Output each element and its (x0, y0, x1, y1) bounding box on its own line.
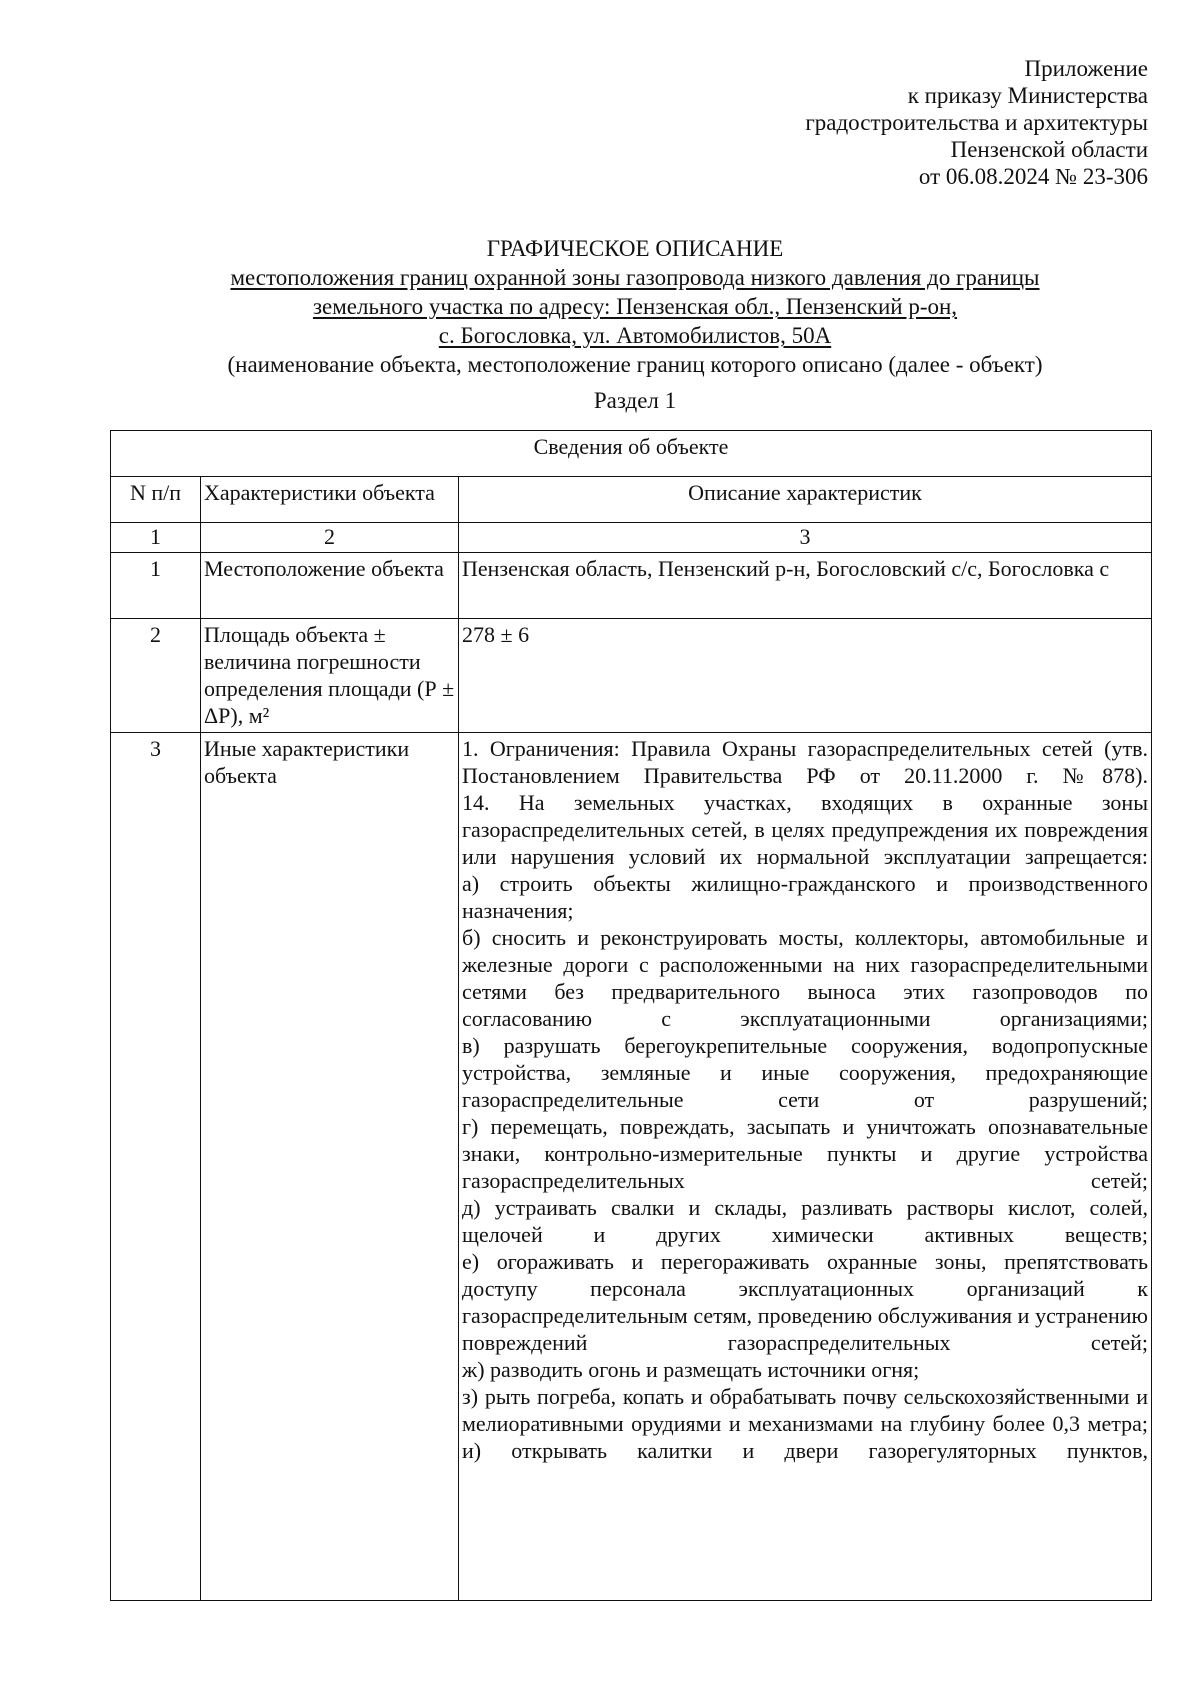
description-paragraph: 14. На земельных участках, входящих в охранные зоны газораспределительных сетей, в целях предупреждения их повреждения или нарушения условий их нормальной эксплуатации запрещается: (462, 790, 1148, 869)
description-paragraph: 278 ± 6 (462, 622, 530, 647)
description-paragraph: ж) разводить огонь и размещать источники огня; (462, 1357, 920, 1382)
object-name-line: с. Богословка, ул. Автомобилистов, 50А (438, 323, 832, 348)
section-title: Раздел 1 (593, 388, 677, 413)
table-caption-row (111, 431, 1152, 477)
column-numbering-row (111, 523, 1152, 553)
description-paragraph: з) рыть погреба, копать и обрабатывать почву сельскохозяйственными и мелиоративными орудиями и механизмами на глубину более 0,3 метра; (462, 1384, 1148, 1436)
table-row (111, 733, 1152, 1601)
appendix-line: Пензенской области (950, 137, 1148, 162)
row-number: 2 (111, 619, 201, 733)
object-name-line: земельного участка по адресу: Пензенская обл., Пензенский р-он, (312, 294, 958, 319)
description-paragraph: и) открывать калитки и двери газорегуляторных пунктов, (462, 1438, 1148, 1463)
document-title-block (110, 234, 1160, 415)
object-name-line: местоположения границ охранной зоны газопровода низкого давления до границы (230, 265, 1040, 290)
object-info-table (110, 430, 1152, 1601)
row-characteristic: Местоположение объекта (201, 553, 459, 619)
row-description (459, 733, 1152, 1601)
description-paragraph: г) перемещать, повреждать, засыпать и уничтожать опознавательные знаки, контрольно-измерительные пункты и другие устройства газораспределительных сетей; (462, 1114, 1148, 1193)
appendix-line: градостроительства и архитектуры (805, 110, 1148, 135)
row-characteristic: Иные характеристики объекта (201, 733, 459, 1601)
table-header-row (111, 477, 1152, 523)
row-number: 3 (111, 733, 201, 1601)
description-paragraph: б) сносить и реконструировать мосты, коллекторы, автомобильные и железные дороги с расположенными на них газораспределительными сетями без предварительного выноса этих газопроводов по согласованию с эксплуатационными организациями; (462, 925, 1148, 1031)
description-paragraph: Пензенская область, Пензенский р-н, Богословский с/с, Богословка с (462, 556, 1110, 581)
description-paragraph: д) устраивать свалки и склады, разливать растворы кислот, солей, щелочей и других химически активных веществ; (462, 1195, 1148, 1247)
appendix-header (805, 55, 1148, 190)
row-characteristic: Площадь объекта ± величина погрешности определения площади (Р ± ΔР), м² (201, 619, 459, 733)
appendix-line: к приказу Министерства (907, 83, 1148, 108)
description-paragraph: в) разрушать берегоукрепительные сооружения, водопропускные устройства, земляные и иные сооружения, предохраняющие газораспределительные сети от разрушений; (462, 1033, 1148, 1112)
description-paragraph: 1. Ограничения: Правила Охраны газораспределительных сетей (утв. Постановлением Правительства РФ от 20.11.2000 г. №878). (462, 736, 1148, 788)
table-row (111, 553, 1152, 619)
column-header-description: Описание характеристик (459, 477, 1152, 523)
column-number: 3 (459, 523, 1152, 553)
table-caption: Сведения об объекте (111, 431, 1152, 477)
table-row (111, 619, 1152, 733)
object-name-note: (наименование объекта, местоположение границ которого описано (далее - объект) (227, 352, 1043, 377)
column-header-characteristic: Характеристики объекта (201, 477, 459, 523)
row-number: 1 (111, 553, 201, 619)
column-number: 2 (201, 523, 459, 553)
appendix-line: от 06.08.2024 № 23-306 (918, 164, 1148, 189)
row-description (459, 619, 1152, 733)
document-heading: ГРАФИЧЕСКОЕ ОПИСАНИЕ (486, 236, 784, 261)
column-header-number: N п/п (111, 477, 201, 523)
row-description (459, 553, 1152, 619)
description-paragraph: е) огораживать и перегораживать охранные зоны, препятствовать доступу персонала эксплуатационных организаций к газораспределительным сетям, проведению обслуживания и устранению повреждений газораспределительных сетей; (462, 1249, 1148, 1355)
column-number: 1 (111, 523, 201, 553)
description-paragraph: а) строить объекты жилищно-гражданского и производственного назначения; (462, 871, 1148, 923)
appendix-line: Приложение (1024, 56, 1148, 81)
